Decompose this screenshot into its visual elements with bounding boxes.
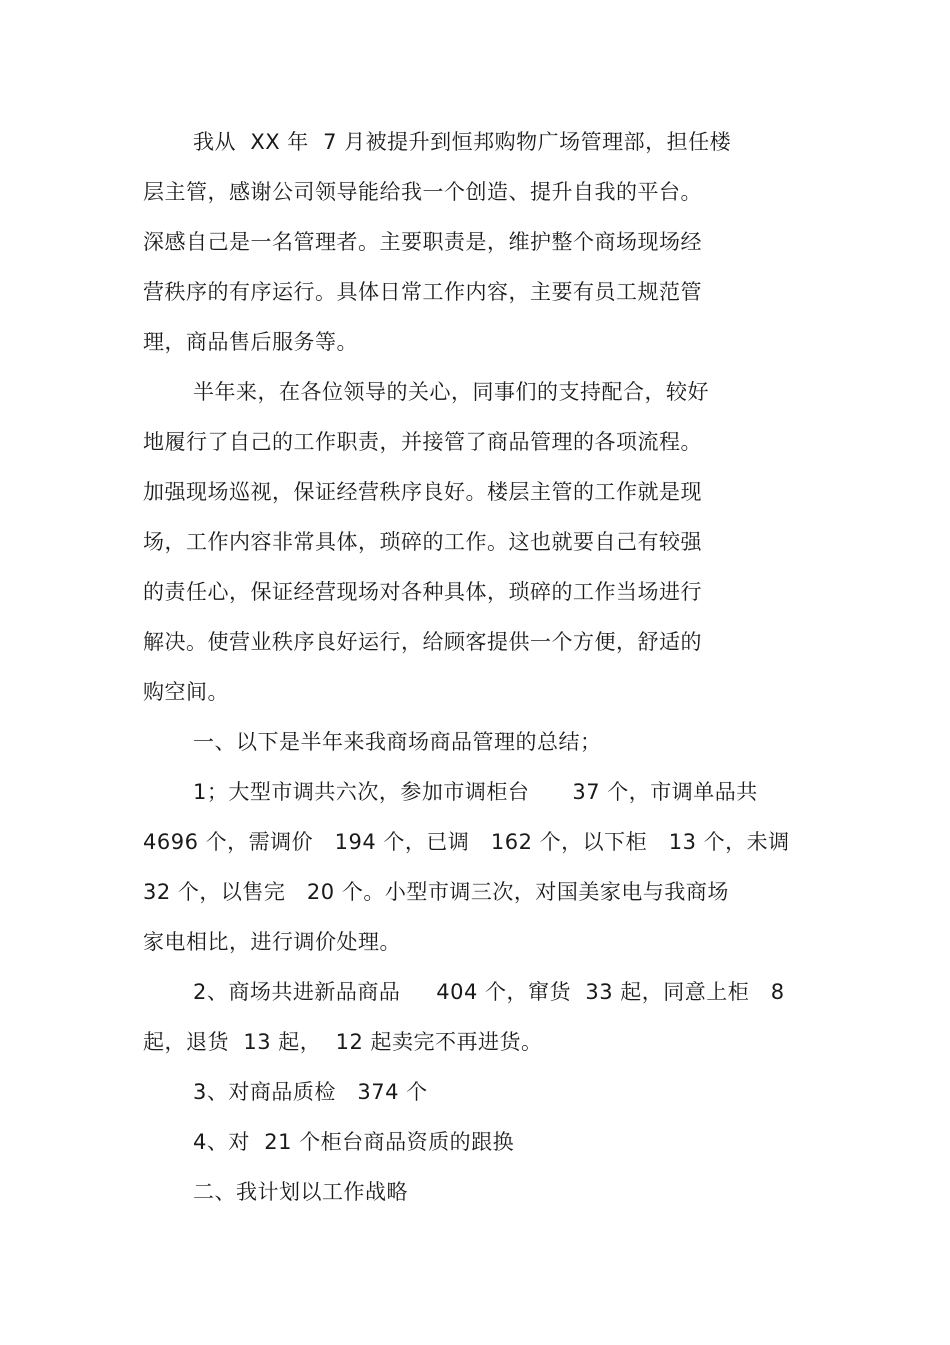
paragraph-2-line-3: 加强现场巡视，保证经营秩序良好。楼层主管的工作就是现 <box>143 480 702 504</box>
paragraph-2-line-7: 购空间。 <box>143 680 229 704</box>
paragraph-1-line-2: 层主管，感谢公司领导能给我一个创造、提升自我的平台。 <box>143 180 702 204</box>
item-2-line-1: 2、商场共进新品商品 404 个，窜货 33 起，同意上柜 8 <box>193 980 785 1004</box>
item-1-line-2: 4696 个，需调价 194 个，已调 162 个，以下柜 13 个，未调 <box>143 830 790 854</box>
paragraph-1-line-3: 深感自己是一名管理者。主要职责是，维护整个商场现场经 <box>143 230 702 254</box>
item-1-line-1: 1；大型市调共六次，参加市调柜台 37 个，市调单品共 <box>193 780 758 804</box>
paragraph-1-line-4: 营秩序的有序运行。具体日常工作内容，主要有员工规范管 <box>143 280 702 304</box>
item-2-line-2: 起，退货 13 起， 12 起卖完不再进货。 <box>143 1030 543 1054</box>
paragraph-2-line-6: 解决。使营业秩序良好运行，给顾客提供一个方便，舒适的 <box>143 630 702 654</box>
paragraph-1-line-5: 理，商品售后服务等。 <box>143 330 358 354</box>
paragraph-2-line-5: 的责任心，保证经营现场对各种具体，琐碎的工作当场进行 <box>143 580 702 604</box>
paragraph-2-line-1: 半年来，在各位领导的关心，同事们的支持配合，较好 <box>193 380 709 404</box>
section-2-heading: 二、我计划以工作战略 <box>193 1180 408 1204</box>
paragraph-2-line-4: 场，工作内容非常具体，琐碎的工作。这也就要自己有较强 <box>143 530 702 554</box>
item-4: 4、对 21 个柜台商品资质的跟换 <box>193 1130 515 1154</box>
paragraph-2-line-2: 地履行了自己的工作职责，并接管了商品管理的各项流程。 <box>143 430 702 454</box>
item-1-line-4: 家电相比，进行调价处理。 <box>143 930 401 954</box>
paragraph-1-line-1: 我从 XX 年 7 月被提升到恒邦购物广场管理部，担任楼 <box>193 130 732 154</box>
section-1-heading: 一、以下是半年来我商场商品管理的总结； <box>193 730 602 754</box>
item-3: 3、对商品质检 374 个 <box>193 1080 428 1104</box>
item-1-line-3: 32 个，以售完 20 个。小型市调三次，对国美家电与我商场 <box>143 880 729 904</box>
